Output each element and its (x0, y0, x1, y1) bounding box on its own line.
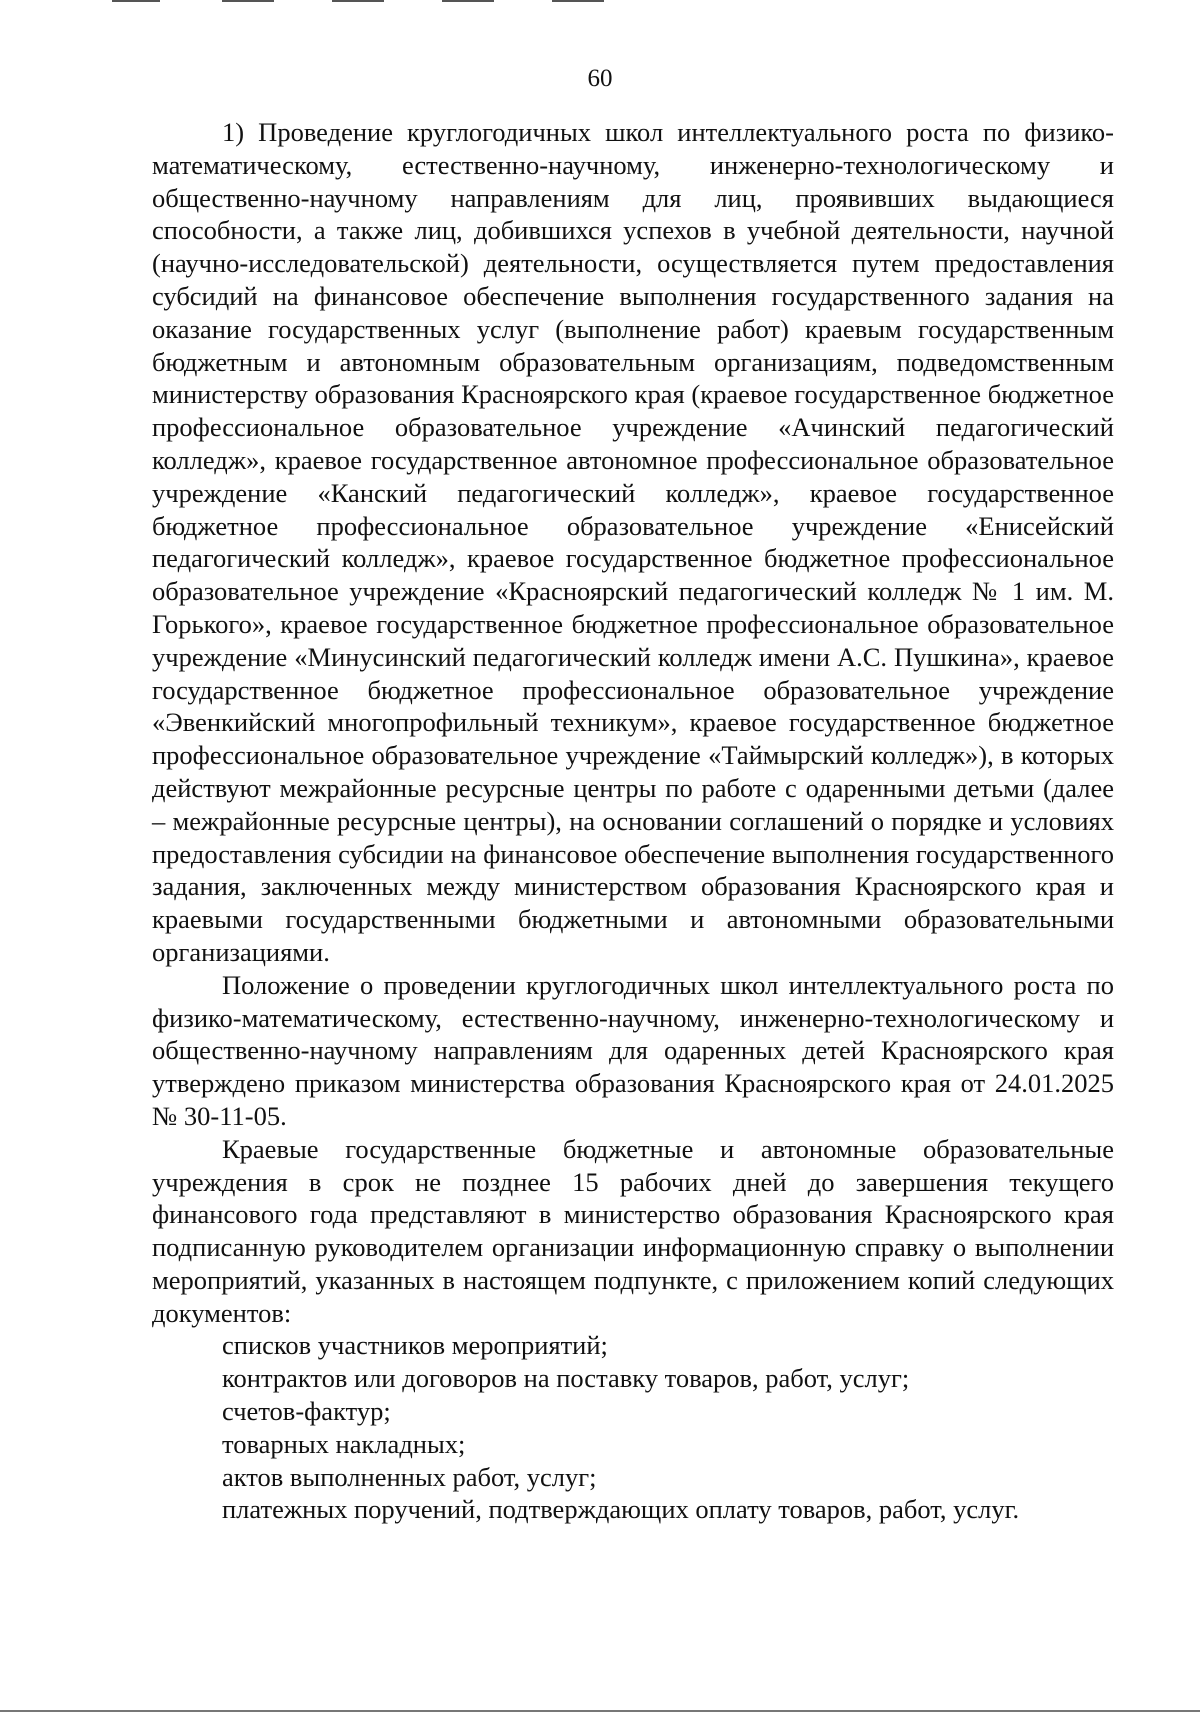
paragraph-reporting: Краевые государственные бюджетные и автономные образовательные учреждения в срок не позднее 15 рабочих дней до завершения текущего финансового года представляют в министерство образования Красноярского края подписанную руководителем организации информационную справку о выполнении мероприятий, указанных в настоящем подпункте, с приложением копий следующих документов: (152, 1133, 1114, 1328)
list-item: актов выполненных работ, услуг; (222, 1461, 597, 1492)
scan-artifact-top-4 (442, 0, 494, 2)
paragraph-school-programs: 1) Проведение круглогодичных школ интеллектуального роста по физико-математическому, естественно-научному, инженерно-технологическому и общественно-научному направлениям для лиц, проявивших выдающиеся способности, а также лиц, добившихся успехов в учебной деятельности, научной (научно-исследовательской) деятельности, осуществляется путем предоставления субсидий на финансовое обеспечение выполнения государственного задания на оказание государственных услуг (выполнение работ) краевым государственным бюджетным и автономным образовательным организациям, подведомственным министерству образования Красноярского края (краевое государственное бюджетное профессиональное образовательное учреждение «Ачинский педагогический колледж», краевое государственное автономное профессиональное образовательное учреждение «Канский педагогический колледж», краевое государственное бюджетное профессиональное образовательное учреждение «Енисейский педагогический колледж», краевое государственное бюджетное профессиональное образовательное учреждение «Красноярский педагогический колледж № 1 им. М. Горького», краевое государственное бюджетное профессиональное образовательное учреждение «Минусинский педагогический колледж имени А.С. Пушкина», краевое государственное бюджетное профессиональное образовательное учреждение «Эвенкийский многопрофильный техникум», краевое государственное бюджетное профессиональное образовательное учреждение «Таймырский колледж»), в которых действуют межрайонные ресурсные центры по работе с одаренными детьми (далее – межрайонные ресурсные центры), на основании соглашений о порядке и условиях предоставления субсидии на финансовое обеспечение выполнения государственного задания, заключенных между министерством образования Красноярского края и краевыми государственными бюджетными и автономными образовательными организациями. (152, 117, 1114, 967)
document-body (152, 116, 1114, 1526)
list-item: товарных накладных; (222, 1428, 466, 1459)
scan-artifact-top-5 (552, 0, 604, 2)
list-item: счетов-фактур; (222, 1396, 391, 1427)
list-item: платежных поручений, подтверждающих оплату товаров, работ, услуг. (222, 1494, 1020, 1525)
list-item: списков участников мероприятий; (222, 1330, 608, 1361)
page-number: 60 (587, 65, 613, 92)
document-list (152, 1329, 1114, 1526)
scan-artifact-top-1 (112, 0, 160, 2)
paragraph-regulation: Положение о проведении круглогодичных школ интеллектуального роста по физико-математическому, естественно-научному, инженерно-технологическому и общественно-научному направлениям для одаренных детей Красноярского края утверждено приказом министерства образования Красноярского края от 24.01.2025 № 30-11-05. (152, 969, 1114, 1131)
list-item: контрактов или договоров на поставку товаров, работ, услуг; (222, 1363, 910, 1394)
scan-artifact-bottom (0, 1710, 1200, 1712)
scan-artifact-top-3 (332, 0, 384, 2)
scan-artifact-top-2 (222, 0, 274, 2)
